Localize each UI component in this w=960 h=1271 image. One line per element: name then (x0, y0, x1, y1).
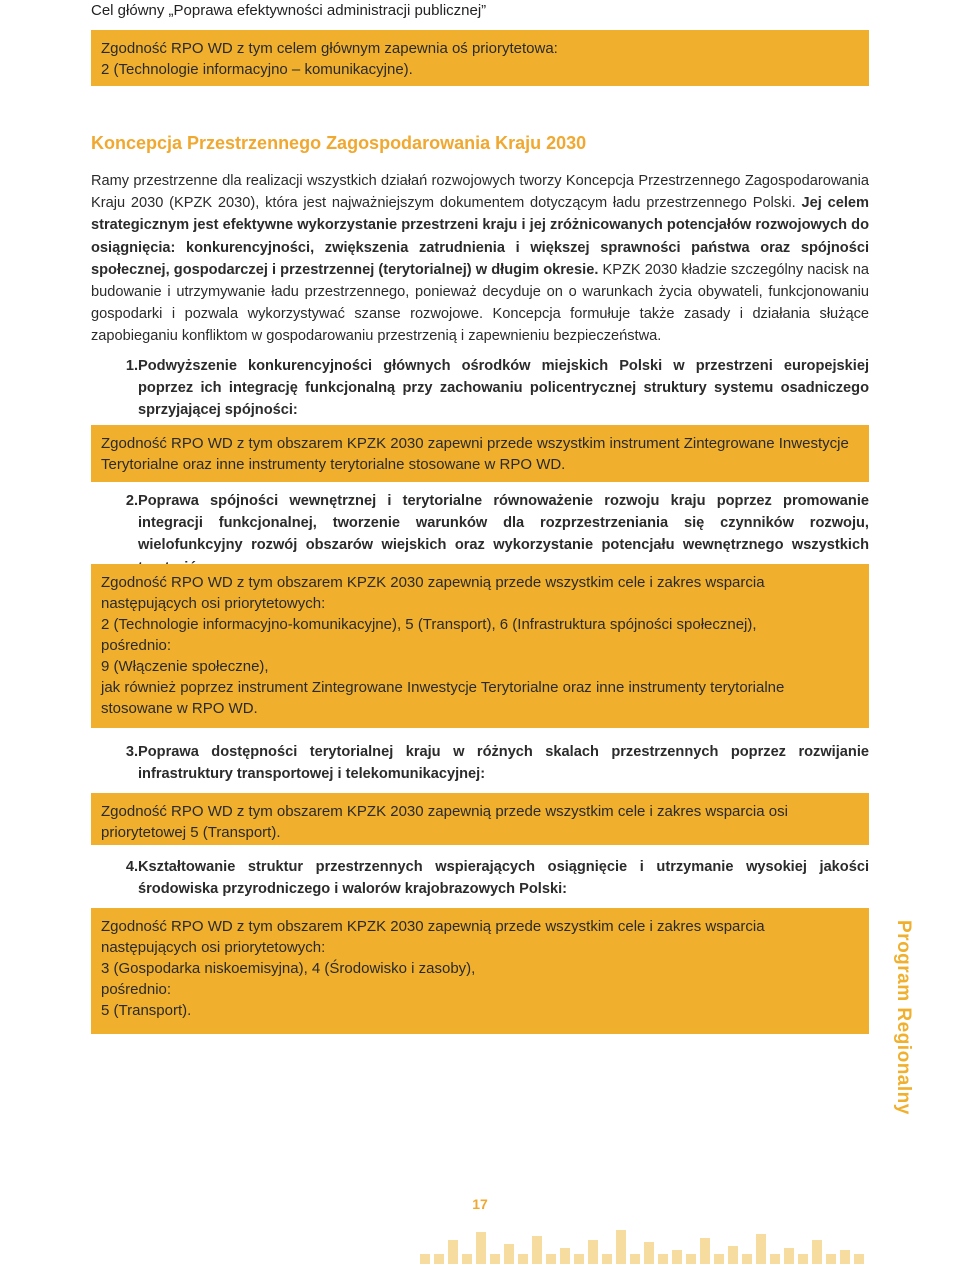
goal-compliance-box (91, 30, 869, 86)
goal-box-line: Zgodność RPO WD z tym celem głównym zapewnia oś priorytetowa: (101, 40, 558, 57)
compliance-line: Zgodność RPO WD z tym obszarem KPZK 2030 zapewnią przede wszystkim cele i zakres wsparcia następujących osi priorytetowych: (101, 574, 765, 612)
list-item-number: 2. (125, 493, 138, 509)
sidebar-label (890, 920, 918, 1120)
compliance-line: 5 (Transport). (101, 1002, 192, 1019)
goal-box-line: 2 (Technologie informacyjno – komunikacyjne). (101, 61, 413, 78)
intro-text: KPZK 2030 kładzie szczególny nacisk na budowanie i utrzymywanie ładu przestrzennego, ponieważ decyduje on o warunkach życia obywateli, funkcjonowaniu gospodarki i pozwala wykorzystywać szanse rozwojowe. Koncepcja formułuje także zasady i działania służące zapobieganiu konfliktom w gospodarowaniu przestrzenią i zapewnieniu bezpieczeństwa. (91, 261, 869, 345)
compliance-line: pośrednio: (101, 637, 172, 654)
compliance-box (91, 908, 869, 1034)
goal-title: Cel główny „Poprawa efektywności administracji publicznej” (91, 2, 487, 19)
compliance-line: Zgodność RPO WD z tym obszarem KPZK 2030 zapewni przede wszystkim instrument Zintegrowane Inwestycje Terytorialne oraz inne instrumenty terytorialne stosowane w RPO WD. (101, 435, 849, 473)
intro-bold-text: Jej celem strategicznym jest efektywne wykorzystanie przestrzeni kraju i jej zróżnicowanych potencjałów rozwojowych do osiągnięcia: konkurencyjności, zwiększenia zatrudnienia i większej sprawności państwa oraz spójności społecznej, gospodarczej i przestrzennej (terytorialnej) w długim okresie. (91, 195, 869, 278)
intro-paragraph (91, 170, 869, 348)
compliance-line: Zgodność RPO WD z tym obszarem KPZK 2030 zapewnią przede wszystkim cele i zakres wsparcia osi priorytetowej 5 (Transport). (101, 803, 788, 841)
compliance-box (91, 793, 869, 845)
list-item-text: Podwyższenie konkurencyjności głównych ośrodków miejskich Polski w przestrzeni europejskiej poprzez ich integrację funkcjonalną przy zachowaniu policentrycznej struktury systemu osadniczego sprzyjającej spójności: (138, 358, 869, 419)
list-item-text: Kształtowanie struktur przestrzennych wspierających osiągnięcie i utrzymanie wysokiej jakości środowiska przyrodniczego i walorów krajobrazowych Polski: (138, 859, 869, 898)
list-item (91, 856, 869, 900)
section-title: Koncepcja Przestrzennego Zagospodarowania Kraju 2030 (91, 133, 587, 153)
sidebar-label-text: Program Regionalny (893, 920, 914, 1115)
compliance-line: jak również poprzez instrument Zintegrowane Inwestycje Terytorialne oraz inne instrumenty terytorialne stosowane w RPO WD. (101, 679, 785, 717)
intro-text: Ramy przestrzenne dla realizacji wszystkich działań rozwojowych tworzy Koncepcja Przestrzennego Zagospodarowania Kraju 2030 (KPZK 2030), która jest najważniejszym dokumentem dotyczącym ładu przestrzennego Polski. (91, 173, 869, 212)
list-item-text: Poprawa spójności wewnętrznej i terytorialne równoważenie rozwoju kraju poprzez promowanie integracji funkcjonalnej, tworzenie warunków dla rozprzestrzeniania się czynników rozwoju, wielofunkcyjny rozwój obszarów wiejskich oraz wykorzystanie potencjału wewnętrznego wszystkich (138, 493, 869, 554)
compliance-box (91, 425, 869, 482)
page-number: 17 (472, 1196, 488, 1212)
list-item-text: Poprawa dostępności terytorialnej kraju w różnych skalach przestrzennych poprzez rozwijanie infrastruktury transportowej i telekomunikacyjnej: (138, 744, 869, 783)
list-item-number: 3. (125, 744, 138, 760)
compliance-line: 9 (Włączenie społeczne), (101, 658, 269, 675)
footer-decoration (0, 1210, 960, 1271)
list-item (91, 355, 869, 422)
compliance-line: Zgodność RPO WD z tym obszarem KPZK 2030 zapewnią przede wszystkim cele i zakres wsparcia następujących osi priorytetowych: (101, 918, 765, 956)
list-item-number: 4. (125, 859, 138, 875)
compliance-box (91, 564, 869, 728)
compliance-line: pośrednio: (101, 981, 172, 998)
compliance-line: 2 (Technologie informacyjno-komunikacyjne), 5 (Transport), 6 (Infrastruktura spójności społecznej), (101, 616, 757, 633)
list-item (91, 741, 869, 785)
list-item-number: 1. (125, 358, 138, 374)
compliance-line: 3 (Gospodarka niskoemisyjna), 4 (Środowisko i zasoby), (101, 960, 476, 977)
